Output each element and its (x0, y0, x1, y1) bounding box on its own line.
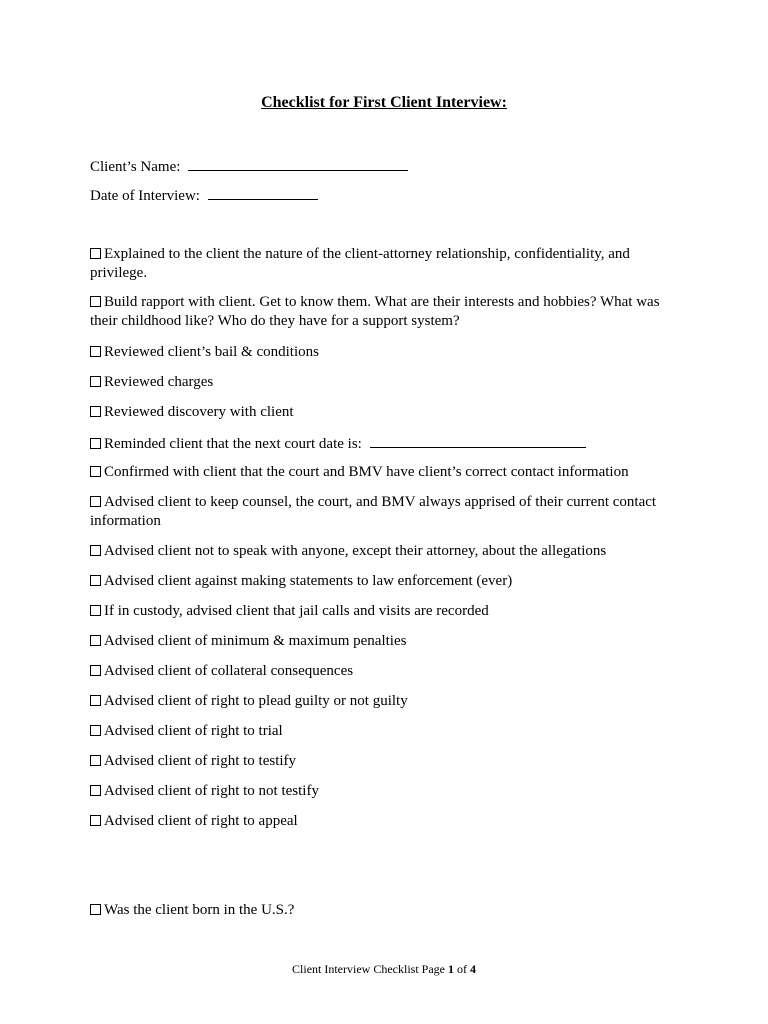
checklist-item-label: Advised client of right to plead guilty or not guilty (104, 693, 408, 709)
checklist-item-label: Confirmed with client that the court and BMV have client’s correct contact information (104, 464, 629, 480)
checklist-item-label: Was the client born in the U.S.? (104, 902, 295, 918)
checklist-item-law-enforcement (90, 572, 670, 591)
checkbox[interactable] (90, 376, 101, 387)
checklist-item-no-speaking (90, 542, 670, 561)
checkbox[interactable] (90, 815, 101, 826)
checklist-item-label: If in custody, advised client that jail calls and visits are recorded (104, 603, 489, 619)
checklist-item-penalties (90, 632, 670, 651)
checklist-item-label: Explained to the client the nature of the client-attorney relationship, confidentiality, and privilege. (90, 246, 630, 281)
client-name-label: Client’s Name: (90, 159, 181, 175)
checkbox[interactable] (90, 575, 101, 586)
checklist-item-label: Advised client of collateral consequences (104, 663, 354, 679)
checklist-item-label: Reviewed discovery with client (104, 404, 294, 420)
client-name-blank[interactable] (188, 156, 408, 171)
checkbox[interactable] (90, 785, 101, 796)
footer-current-page: 1 (447, 962, 454, 976)
checkbox[interactable] (90, 695, 101, 706)
checklist-item-trial (90, 722, 670, 741)
court-date-blank[interactable] (370, 433, 586, 448)
checkbox[interactable] (90, 438, 101, 449)
checklist-item-apprised (90, 493, 670, 531)
checklist-item-confidentiality (90, 245, 670, 283)
checklist-item-charges (90, 373, 670, 392)
footer-total-pages: 4 (469, 962, 476, 976)
checklist-item-plead (90, 692, 670, 711)
checklist-item-testify (90, 752, 670, 771)
checkbox[interactable] (90, 605, 101, 616)
checkbox[interactable] (90, 496, 101, 507)
checklist-item-label: Advised client of right to trial (104, 723, 283, 739)
checklist-item-label: Advised client of minimum & maximum penalties (104, 633, 407, 649)
checklist-item-jail-calls (90, 602, 670, 621)
checkbox[interactable] (90, 904, 101, 915)
checklist-item-contact-info (90, 463, 670, 482)
checklist-item-appeal (90, 812, 670, 831)
checkbox[interactable] (90, 466, 101, 477)
checkbox[interactable] (90, 406, 101, 417)
checklist-item-rapport (90, 293, 670, 331)
checklist-item-collateral (90, 662, 670, 681)
checklist-item-label: Advised client to keep counsel, the court, and BMV always apprised of their current contact information (90, 494, 657, 529)
client-name-field (90, 156, 408, 176)
footer-prefix: Client Interview Checklist Page (292, 962, 445, 976)
checkbox[interactable] (90, 346, 101, 357)
checkbox[interactable] (90, 665, 101, 676)
checkbox[interactable] (90, 725, 101, 736)
checkbox[interactable] (90, 545, 101, 556)
checklist-item-label: Reminded client that the next court date is: (104, 436, 362, 452)
checklist-item-born-us (90, 901, 670, 920)
interview-date-blank[interactable] (208, 185, 318, 200)
checklist-item-label: Advised client against making statements to law enforcement (ever) (104, 573, 513, 589)
checklist-item-label: Advised client of right to appeal (104, 813, 298, 829)
interview-date-field (90, 185, 318, 205)
checkbox[interactable] (90, 248, 101, 259)
document-title: Checklist for First Client Interview: (261, 94, 507, 111)
checklist-item-label: Advised client of right to not testify (104, 783, 319, 799)
checklist-item-not-testify (90, 782, 670, 801)
checklist-item-discovery (90, 403, 670, 422)
checkbox[interactable] (90, 755, 101, 766)
checkbox[interactable] (90, 296, 101, 307)
checklist-item-bail (90, 343, 670, 362)
footer-of: of (456, 962, 467, 976)
checklist-item-label: Build rapport with client. Get to know them. What are their interests and hobbies? What was their childhood like? Who do they have for a support system? (90, 294, 660, 329)
page-footer (0, 962, 768, 977)
checklist-item-label: Reviewed charges (104, 374, 214, 390)
checklist-item-label: Reviewed client’s bail & conditions (104, 344, 319, 360)
checklist-item-court-date (90, 433, 670, 454)
checklist-item-label: Advised client not to speak with anyone, except their attorney, about the allegations (104, 543, 607, 559)
checkbox[interactable] (90, 635, 101, 646)
interview-date-label: Date of Interview: (90, 188, 200, 204)
checklist-item-label: Advised client of right to testify (104, 753, 297, 769)
